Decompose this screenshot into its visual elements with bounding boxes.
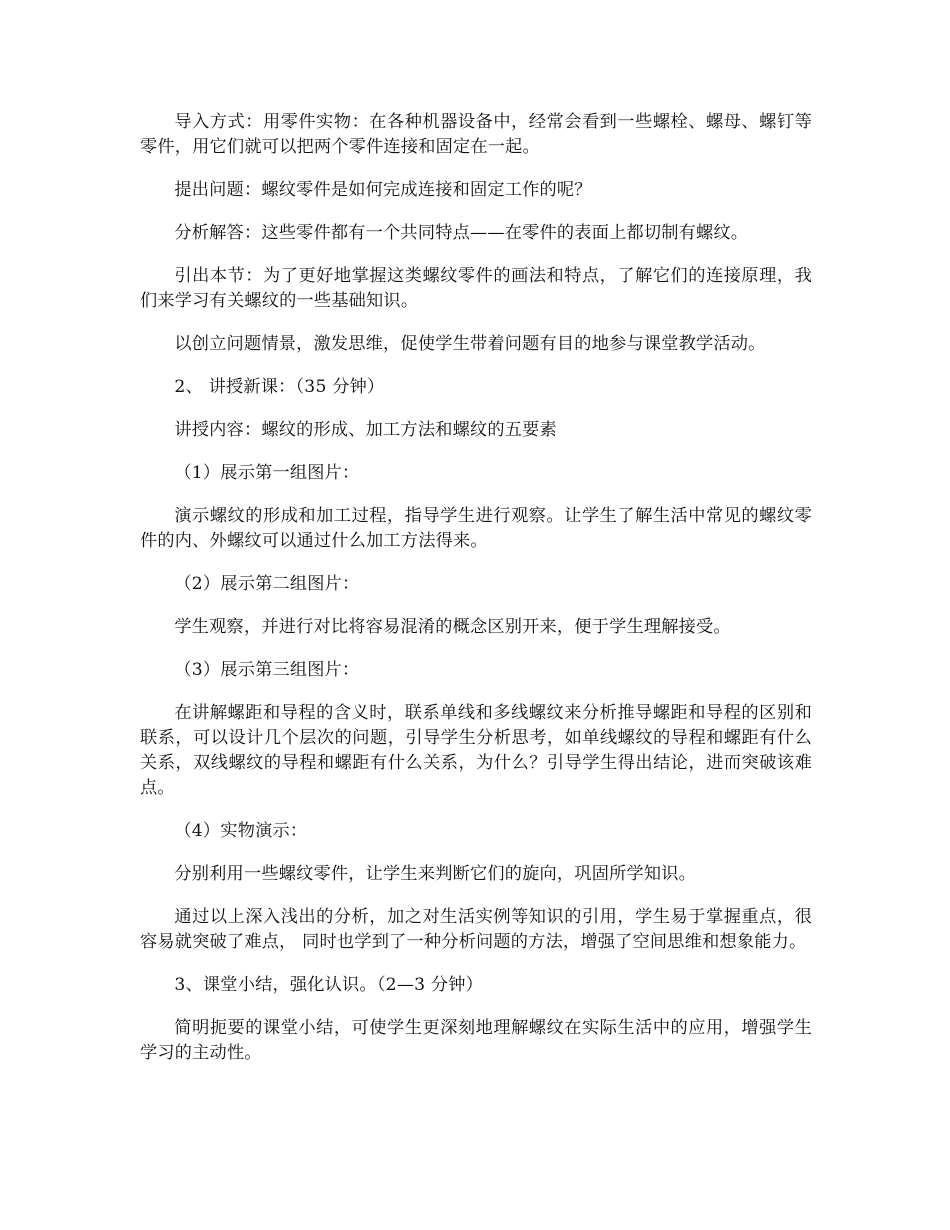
subheading-group-1: （1）展示第一组图片： xyxy=(174,463,360,483)
document-page xyxy=(140,110,812,1066)
paragraph-summary: 简明扼要的课堂小结，可使学生更深刻地理解螺纹在实际生活中的应用，增强学生学习的主动性。 xyxy=(140,1018,812,1063)
paragraph-analysis: 通过以上深入浅出的分析，加之对生活实例等知识的引用，学生易于掌握重点，很容易就突破了难点， 同时也学到了一种分析问题的方法，增强了空间思维和想象能力。 xyxy=(140,907,812,952)
paragraph-question: 提出问题：螺纹零件是如何完成连接和固定工作的呢？ xyxy=(174,180,592,200)
section-heading-summary: 3、课堂小结，强化认识。（2—3 分钟） xyxy=(174,975,484,995)
subheading-demo: （4）实物演示： xyxy=(174,821,308,841)
subheading-group-3: （3）展示第三组图片： xyxy=(174,660,360,680)
paragraph-answer: 分析解答：这些零件都有一个共同特点——在零件的表面上都切制有螺纹。 xyxy=(174,223,749,243)
paragraph-intro-method: 导入方式：用零件实物：在各种机器设备中，经常会看到一些螺栓、螺母、螺钉等零件，用它们就可以把两个零件连接和固定在一起。 xyxy=(140,112,812,157)
paragraph-demo: 分别利用一些螺纹零件，让学生来判断它们的旋向，巩固所学知识。 xyxy=(174,864,697,884)
subheading-group-2: （2）展示第二组图片： xyxy=(174,574,360,594)
paragraph-group-3: 在讲解螺距和导程的含义时，联系单线和多线螺纹来分析推导螺距和导程的区别和联系，可以设计几个层次的问题，引导学生分析思考，如单线螺纹的导程和螺距有什么关系，双线螺纹的导程和螺距有什么关系，为什么？引导学生得出结论，进而突破该难点。 xyxy=(140,703,812,798)
paragraph-group-2: 学生观察，并进行对比将容易混淆的概念区别开来，便于学生理解接受。 xyxy=(174,617,731,637)
paragraph-group-1: 演示螺纹的形成和加工过程，指导学生进行观察。让学生了解生活中常见的螺纹零件的内、外螺纹可以通过什么加工方法得来。 xyxy=(140,506,812,551)
paragraph-scenario: 以创立问题情景，激发思维，促使学生带着问题有目的地参与课堂教学活动。 xyxy=(174,334,766,354)
section-heading-new-lesson: 2、 讲授新课：（35 分钟） xyxy=(174,377,385,397)
paragraph-lead-in: 引出本节：为了更好地掌握这类螺纹零件的画法和特点，了解它们的连接原理，我们来学习有关螺纹的一些基础知识。 xyxy=(140,266,812,311)
paragraph-lesson-content: 讲授内容：螺纹的形成、加工方法和螺纹的五要素 xyxy=(174,420,557,440)
